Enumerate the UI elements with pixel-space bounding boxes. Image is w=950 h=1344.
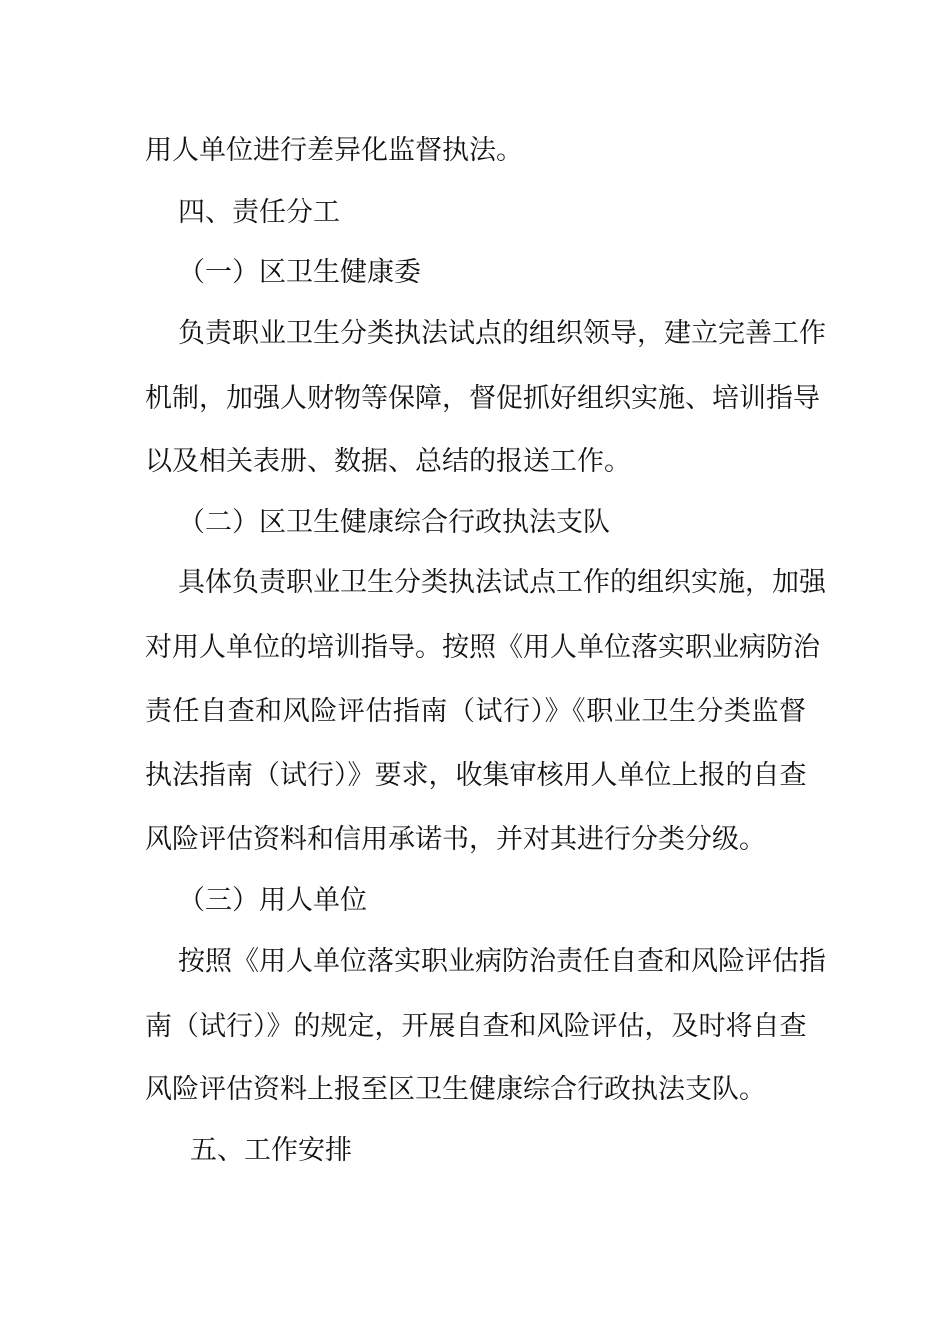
text-line: 风险评估资料上报至区卫生健康综合行政执法支队。	[145, 1074, 766, 1105]
text-line: 以及相关表册、数据、总结的报送工作。	[145, 446, 631, 477]
text-line: 责任自查和风险评估指南（试行）》《职业卫生分类监督	[145, 696, 806, 727]
text-line: 负责职业卫生分类执法试点的组织领导，建立完善工作	[178, 318, 826, 349]
text-line: 用人单位进行差异化监督执法。	[145, 135, 523, 166]
section-heading: 四、责任分工	[178, 197, 340, 228]
section-heading: 五、工作安排	[190, 1135, 352, 1166]
subsection-heading: （三）用人单位	[178, 885, 367, 916]
text-line: 按照《用人单位落实职业病防治责任自查和风险评估指	[178, 946, 826, 977]
text-line: 风险评估资料和信用承诺书，并对其进行分类分级。	[145, 824, 766, 855]
text-line: 执法指南（试行）》要求，收集审核用人单位上报的自查	[145, 760, 807, 791]
subsection-heading: （一）区卫生健康委	[178, 257, 421, 288]
text-line: 机制，加强人财物等保障，督促抓好组织实施、培训指导	[145, 383, 820, 414]
text-line: 南（试行）》的规定，开展自查和风险评估，及时将自查	[145, 1011, 807, 1042]
subsection-heading: （二）区卫生健康综合行政执法支队	[178, 507, 610, 538]
text-line: 具体负责职业卫生分类执法试点工作的组织实施，加强	[178, 567, 826, 598]
text-line: 对用人单位的培训指导。按照《用人单位落实职业病防治	[145, 632, 820, 663]
